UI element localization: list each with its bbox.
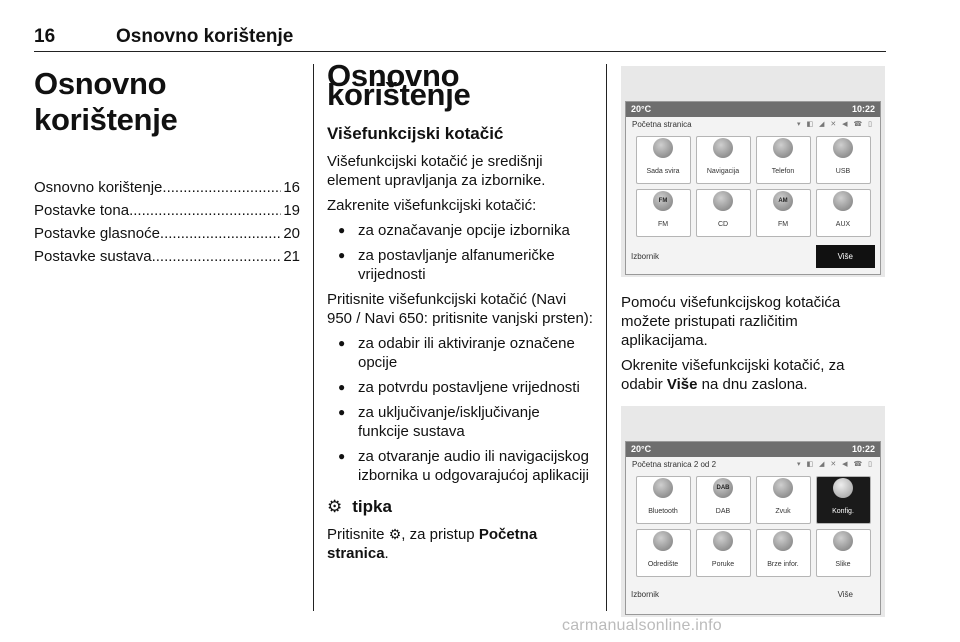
toc-entry-label: Postavke tona (34, 202, 130, 219)
toc-column (34, 66, 300, 268)
app-icon (653, 478, 673, 498)
infotainment-screen-page2 (621, 406, 885, 617)
bullet-item: ● za potvrdu postavljene vrijednosti (327, 378, 593, 397)
app-tile[interactable]: Brze infor. (756, 529, 811, 577)
bullet-item: ● za uključivanje/isključivanje funkcije sustava (327, 403, 593, 441)
izbornik-label[interactable]: Izbornik (631, 590, 660, 599)
app-icon (833, 191, 853, 211)
app-tile[interactable]: Zvuk (756, 476, 811, 524)
app-tile[interactable]: DAB DAB (696, 476, 751, 524)
toc-entry-page: 20 (283, 225, 300, 242)
app-icon (713, 138, 733, 158)
app-icon (833, 478, 853, 498)
toc-title: Osnovno korištenje (34, 66, 178, 137)
izbornik-label[interactable]: Izbornik (631, 252, 660, 261)
watermark: carmanualsonline.info (562, 617, 722, 634)
rotate-paragraph: Okrenite višefunkcijski kotačić, za odabir Više na dnu zaslona. (621, 357, 845, 393)
infotainment-screen-home (621, 66, 885, 277)
display-status-row (626, 457, 880, 472)
body-column (327, 58, 593, 569)
subheading: Višefunkcijski kotačić (327, 124, 504, 143)
vise-button[interactable]: Više (837, 590, 853, 599)
app-tile[interactable]: AUX (816, 189, 871, 237)
app-icon (773, 138, 793, 158)
app-tile-grid (626, 476, 880, 577)
home-key-icon: ⚙ (327, 497, 343, 516)
page-number: 16 (34, 26, 56, 47)
toc-entry[interactable] (34, 222, 300, 245)
app-icon: AM (773, 191, 793, 211)
display-page-title: Početna stranica 2 od 2 (632, 460, 717, 469)
app-icon: DAB (713, 478, 733, 498)
bullet-item: ● za postavljanje alfanumeričke vrijednosti (327, 246, 593, 284)
section-title: Osnovno korištenje (327, 58, 471, 112)
caption-paragraph: Pomoću višefunkcijskog kotačića možete pristupati različitim aplikacijama. (621, 294, 841, 349)
toc-entry-label: Postavke sustava (34, 248, 152, 265)
bold-term: Početna stranica (327, 526, 538, 562)
app-icon (653, 531, 673, 551)
app-tile[interactable]: Odredište (636, 529, 691, 577)
app-tile[interactable]: Navigacija (696, 136, 751, 184)
app-icon (833, 531, 853, 551)
app-tile[interactable]: AM FM (756, 189, 811, 237)
figure-column (621, 66, 885, 617)
app-tile[interactable]: Sada svira (636, 136, 691, 184)
app-tile[interactable]: Telefon (756, 136, 811, 184)
toc-entry-page: 21 (283, 248, 300, 265)
status-icons: ▾ ◧ ◢ ✕ ◀ ☎ ▯ (797, 461, 874, 468)
toc-entry[interactable] (34, 199, 300, 222)
toc-entry-label: Osnovno korištenje (34, 179, 163, 196)
app-icon (713, 531, 733, 551)
temperature: 20°C (631, 104, 652, 114)
display-footer (626, 585, 880, 604)
bold-term: Više (666, 376, 698, 393)
page-header (34, 22, 886, 52)
toc-entry[interactable] (34, 245, 300, 268)
paragraph: Višefunkcijski kotačić je središnji element upravljanja za izbornike. (327, 153, 546, 189)
tipka-subheading (327, 497, 593, 516)
app-icon (713, 191, 733, 211)
clock: 10:22 (851, 104, 875, 114)
app-tile[interactable]: USB (816, 136, 871, 184)
display-footer (626, 245, 880, 268)
app-icon (773, 531, 793, 551)
display-status-row (626, 117, 880, 132)
toc-entry-label: Postavke glasnoće (34, 225, 160, 242)
toc-entry-page: 16 (283, 179, 300, 196)
app-tile-selected[interactable]: Konfig. (816, 476, 871, 524)
app-tile-grid (626, 136, 880, 237)
app-icon (833, 138, 853, 158)
vise-button[interactable]: Više (816, 245, 875, 268)
toc-entry[interactable] (34, 176, 300, 199)
toc-list (34, 176, 300, 268)
app-tile[interactable]: FM FM (636, 189, 691, 237)
app-icon (653, 138, 673, 158)
running-title: Osnovno korištenje (116, 26, 294, 47)
column-divider (313, 64, 314, 611)
display-page-title: Početna stranica (632, 120, 692, 129)
column-divider (606, 64, 607, 611)
paragraph: Zakrenite višefunkcijski kotačić: (327, 197, 537, 214)
display-frame (625, 101, 881, 275)
app-tile[interactable]: CD (696, 189, 751, 237)
app-tile[interactable]: Poruke (696, 529, 751, 577)
status-icons: ▾ ◧ ◢ ✕ ◀ ☎ ▯ (797, 121, 874, 128)
home-key-icon: ⚙ (388, 526, 402, 542)
app-icon (773, 478, 793, 498)
clock: 10:22 (851, 444, 875, 454)
bullet-item: ● za odabir ili aktiviranje označene opcije (327, 334, 593, 372)
app-tile[interactable]: Slike (816, 529, 871, 577)
app-icon: FM (653, 191, 673, 211)
tipka-label: tipka (352, 497, 392, 516)
app-tile[interactable]: Bluetooth (636, 476, 691, 524)
display-frame (625, 441, 881, 615)
temperature: 20°C (631, 444, 652, 454)
tipka-paragraph: Pritisnite ⚙, za pristup Početna stranica. (327, 526, 538, 562)
bullet-item: ● za označavanje opcije izbornika (327, 221, 593, 240)
paragraph: Pritisnite višefunkcijski kotačić (Navi 950 / Navi 650: pritisnite vanjski prsten): (327, 291, 593, 327)
bullet-item: ● za otvaranje audio ili navigacijskog izbornika u odgovarajućoj aplikaciji (327, 447, 593, 485)
toc-entry-page: 19 (283, 202, 300, 219)
